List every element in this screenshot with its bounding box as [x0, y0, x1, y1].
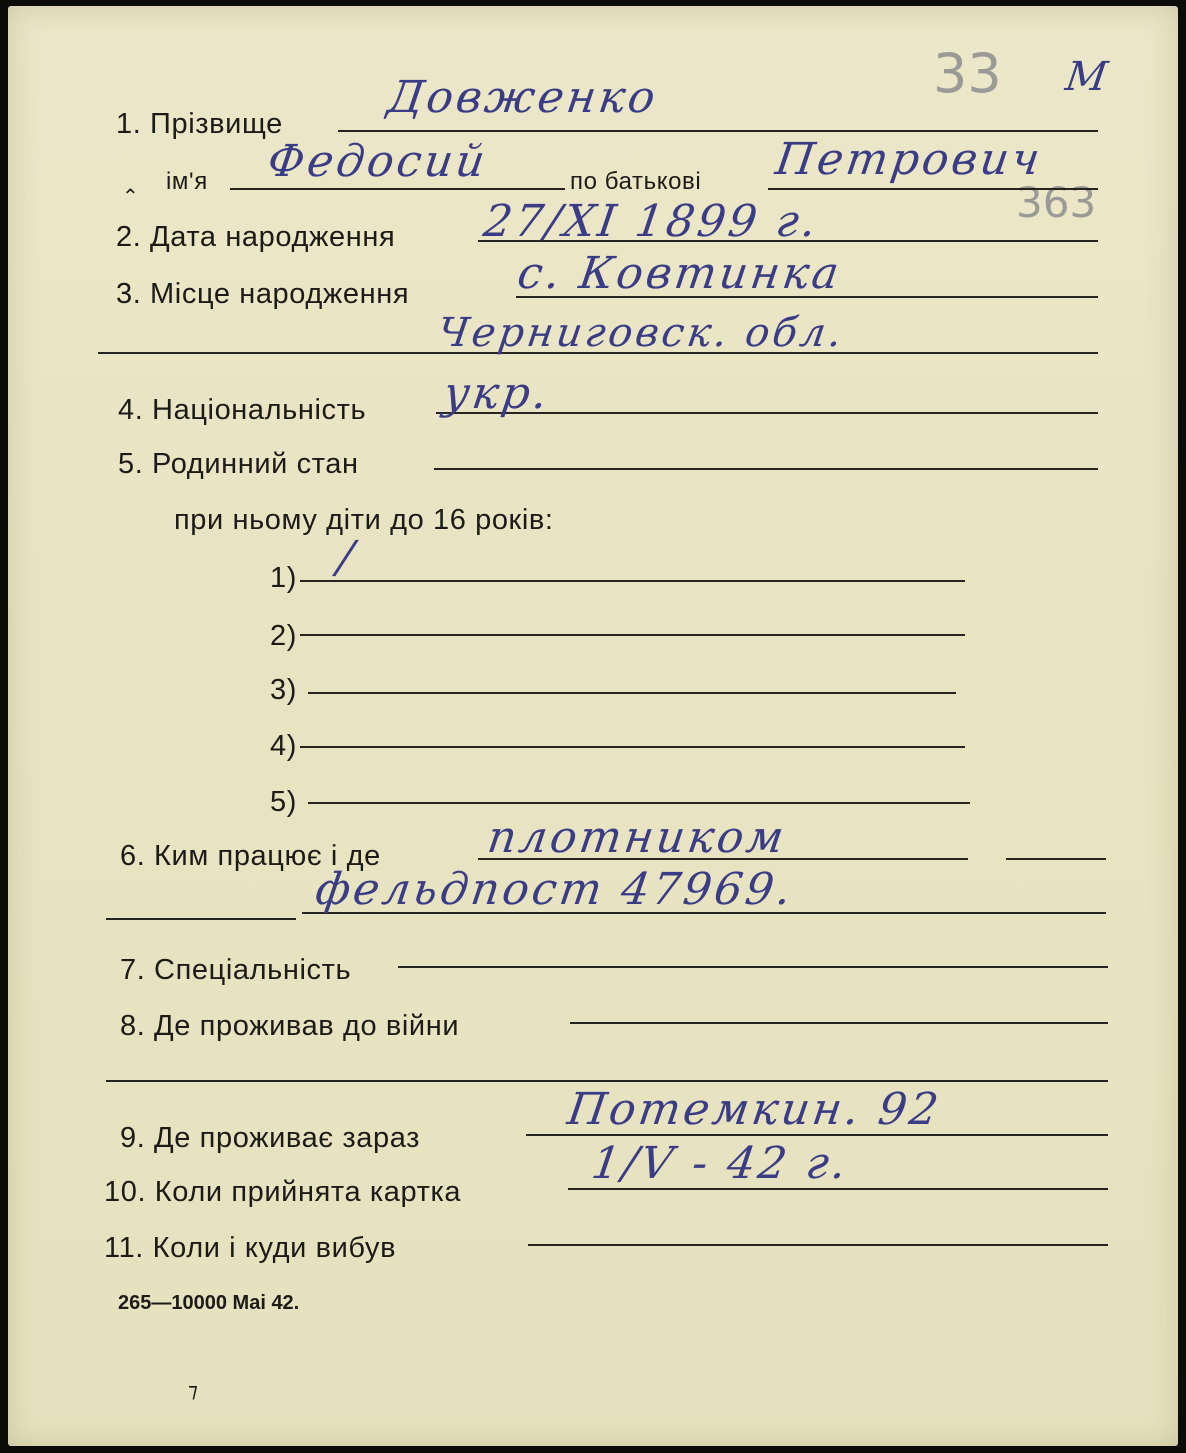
field-occupation-line-tail: [1006, 858, 1106, 860]
field-marital-line: [434, 468, 1098, 470]
field-birthplace-value-1: с. Ковтинка: [514, 248, 845, 299]
field-name-label: ім'я: [166, 168, 208, 195]
child-4-label: 4): [270, 730, 297, 762]
corner-tick-mark: ⌃: [122, 186, 139, 208]
field-departed-label: 11. Коли і куди вибув: [104, 1232, 397, 1264]
child-2-line: [300, 634, 965, 636]
pencil-number: 363: [1016, 178, 1097, 227]
child-1-label: 1): [270, 562, 297, 594]
child-4-line: [300, 746, 965, 748]
print-code: 265—10000 Mai 42.: [118, 1292, 300, 1314]
field-surname-line: [338, 130, 1098, 132]
field-occupation-value-1: плотником: [484, 812, 790, 863]
field-surname-label: 1. Прізвище: [116, 108, 283, 140]
pencil-corner-letter: М: [1062, 54, 1114, 100]
child-5-line: [308, 802, 970, 804]
bottom-tick-mark: ⁊: [188, 1380, 198, 1402]
field-occupation-line-2a: [106, 918, 296, 920]
field-occupation-label: 6. Ким працює і де: [120, 840, 381, 872]
field-prewar-line-2: [106, 1080, 1108, 1082]
field-prewar-label: 8. Де проживав до війни: [120, 1010, 460, 1042]
field-departed-line: [528, 1244, 1108, 1246]
field-specialty-line: [398, 966, 1108, 968]
field-current-label: 9. Де проживає зараз: [120, 1122, 421, 1154]
registration-card: [8, 6, 1178, 1446]
field-specialty-label: 7. Спеціальність: [120, 954, 352, 986]
field-surname-value: Довженко: [384, 72, 662, 123]
field-patronymic-label: по батькові: [570, 168, 702, 195]
child-1-value: /: [334, 532, 360, 583]
field-nationality-value: укр.: [440, 368, 554, 419]
field-patronymic-line: [768, 188, 1098, 190]
field-accepted-label: 10. Коли прийнята картка: [104, 1176, 462, 1208]
field-birthdate-value: 27/XI 1899 г.: [480, 196, 823, 247]
field-birthplace-label: 3. Місце народження: [116, 278, 410, 310]
field-name-line: [230, 188, 565, 190]
field-accepted-value: 1/V - 42 г.: [588, 1138, 853, 1189]
pencil-corner-mark: 33: [933, 42, 1002, 105]
field-patronymic-value: Петрович: [772, 134, 1046, 185]
field-birthdate-label: 2. Дата народження: [116, 221, 396, 253]
field-marital-label: 5. Родинний стан: [118, 448, 359, 480]
children-label: при ньому діти до 16 років:: [174, 504, 554, 536]
child-3-line: [308, 692, 956, 694]
field-current-value: Потемкин. 92: [564, 1084, 945, 1135]
child-5-label: 5): [270, 786, 297, 818]
field-name-value: Федосий: [264, 136, 491, 187]
field-birthplace-value-2: Черниговск. обл.: [434, 310, 848, 356]
child-1-line: [300, 580, 965, 582]
field-nationality-label: 4. Національність: [118, 394, 367, 426]
field-occupation-value-2: фельдпост 47969.: [312, 864, 798, 915]
field-prewar-line: [570, 1022, 1108, 1024]
child-2-label: 2): [270, 620, 297, 652]
child-3-label: 3): [270, 674, 297, 706]
